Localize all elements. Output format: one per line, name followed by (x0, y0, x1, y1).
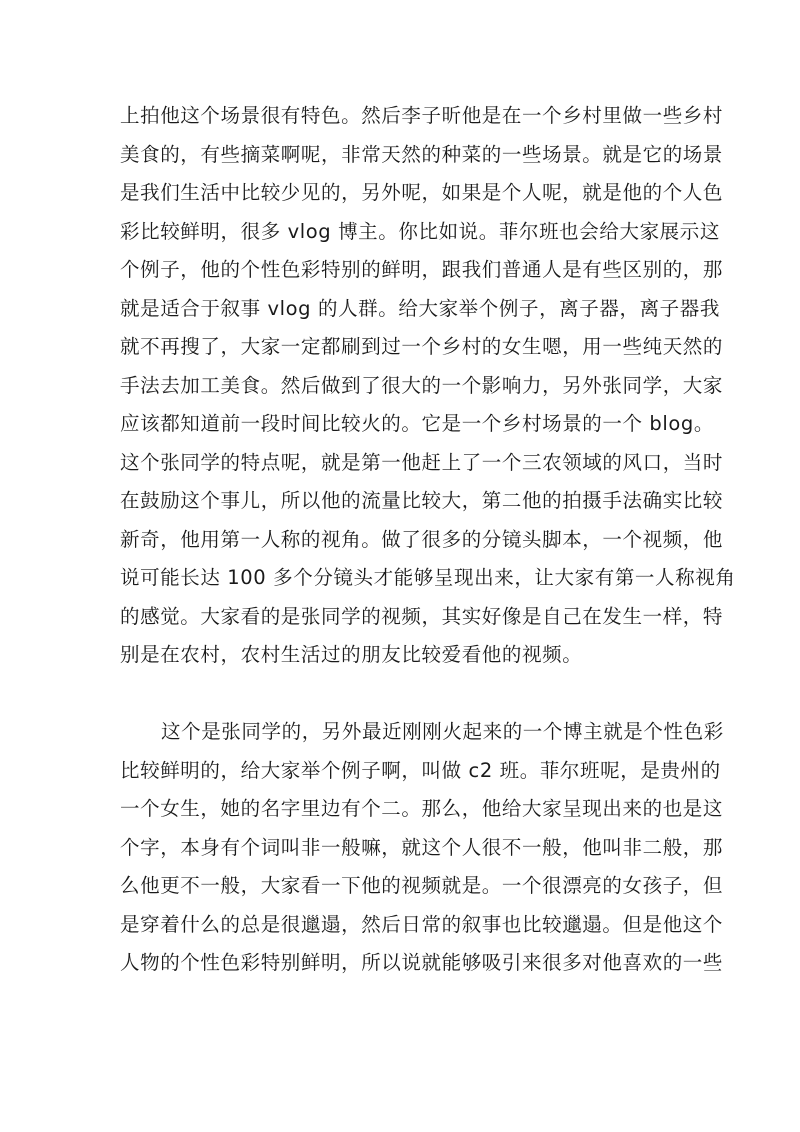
text-line: 这个张同学的特点呢，就是第一他赶上了一个三农领域的风口，当时 (120, 450, 724, 474)
text-line: 在鼓励这个事儿，所以他的流量比较大，第二他的拍摄手法确实比较 (120, 489, 724, 512)
text-line: 么他更不一般，大家看一下他的视频就是。一个很漂亮的女孩子，但 (120, 874, 724, 897)
text-line: 个字，本身有个词叫非一般嘛，就这个人很不一般，他叫非二般，那 (120, 835, 724, 859)
text-line: 新奇，他用第一人称的视角。做了很多的分镜头脚本，一个视频，他 (120, 527, 724, 551)
text-line: 个例子，他的个性色彩特别的鲜明，跟我们普通人是有些区别的，那 (120, 258, 724, 281)
paragraph-2 (120, 713, 724, 983)
text-line: 就是适合于叙事 vlog 的人群。给大家举个例子，离子器，离子器我 (120, 296, 720, 320)
text-line: 说可能长达 100 多个分镜头才能够呈现出来，让大家有第一人称视角 (120, 566, 736, 589)
text-line: 别是在农村，农村生活过的朋友比较爱看他的视频。 (120, 643, 583, 666)
text-line: 的感觉。大家看的是张同学的视频，其实好像是自己在发生一样，特 (120, 604, 724, 628)
text-line: 就不再搜了，大家一定都刷到过一个乡村的女生嗯，用一些纯天然的 (120, 335, 724, 358)
paragraph-1 (120, 97, 736, 675)
text-line: 是穿着什么的总是很邋遢，然后日常的叙事也比较邋遢。但是他这个 (120, 912, 724, 936)
text-line: 手法去加工美食。然后做到了很大的一个影响力，另外张同学，大家 (120, 373, 724, 397)
text-line: 这个是张同学的，另外最近刚刚火起来的一个博主就是个性色彩 (161, 720, 724, 743)
text-line: 上拍他这个场景很有特色。然后李子昕他是在一个乡村里做一些乡村 (120, 104, 724, 127)
text-line: 是我们生活中比较少见的，另外呢，如果是个人呢，就是他的个人色 (120, 181, 724, 204)
text-line: 应该都知道前一段时间比较火的。它是一个乡村场景的一个 blog。 (120, 412, 715, 435)
text-line: 美食的，有些摘菜啊呢，非常天然的种菜的一些场景。就是它的场景 (120, 142, 724, 166)
text-line: 人物的个性色彩特别鲜明，所以说就能够吸引来很多对他喜欢的一些 (120, 951, 724, 974)
text-line: 比较鲜明的，给大家举个例子啊，叫做 c2 班。菲尔班呢，是贵州的 (120, 758, 721, 782)
text-line: 一个女生，她的名字里边有个二。那么，他给大家呈现出来的也是这 (120, 797, 724, 820)
text-line: 彩比较鲜明，很多 vlog 博主。你比如说。菲尔班也会给大家展示这 (120, 219, 720, 243)
